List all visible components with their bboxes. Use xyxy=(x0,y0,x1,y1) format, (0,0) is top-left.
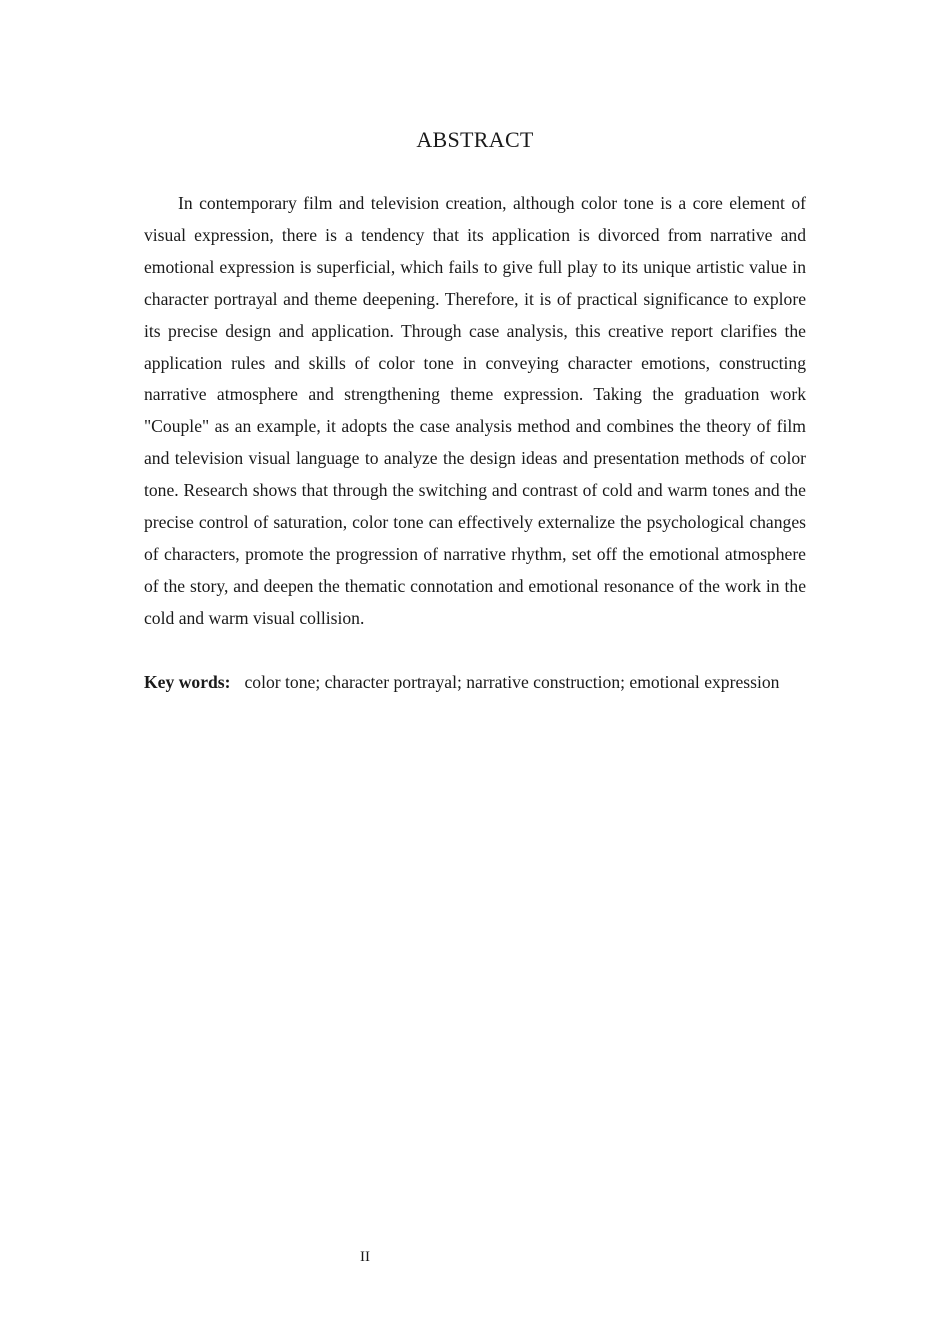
keywords-paragraph xyxy=(144,667,806,699)
keywords-label: Key words: xyxy=(144,672,231,692)
keywords-text: color tone; character portrayal; narrative construction; emotional expression xyxy=(244,672,780,692)
abstract-body: In contemporary film and television creation, although color tone is a core element of visual expression, there is a tendency that its application is divorced from narrative and emotional expression is superficial, which fails to give full play to its unique artistic value in character portrayal and theme deepening. Therefore, it is of practical significance to explore its precise design and application. Through case analysis, this creative report clarifies the application rules and skills of color tone in conveying character emotions, constructing narrative atmosphere and strengthening theme expression. Taking the graduation work "Couple" as an example, it adopts the case analysis method and combines the theory of film and television visual language to analyze the design ideas and presentation methods of color tone. Research shows that through the switching and contrast of cold and warm tones and the precise control of saturation, color tone can effectively externalize the psychological changes of characters, promote the progression of narrative rhythm, set off the emotional atmosphere of the story, and deepen the thematic connotation and emotional resonance of the work in the cold and warm visual collision. xyxy=(144,193,806,628)
abstract-title: ABSTRACT xyxy=(416,127,534,152)
page-number: II xyxy=(360,1249,370,1265)
